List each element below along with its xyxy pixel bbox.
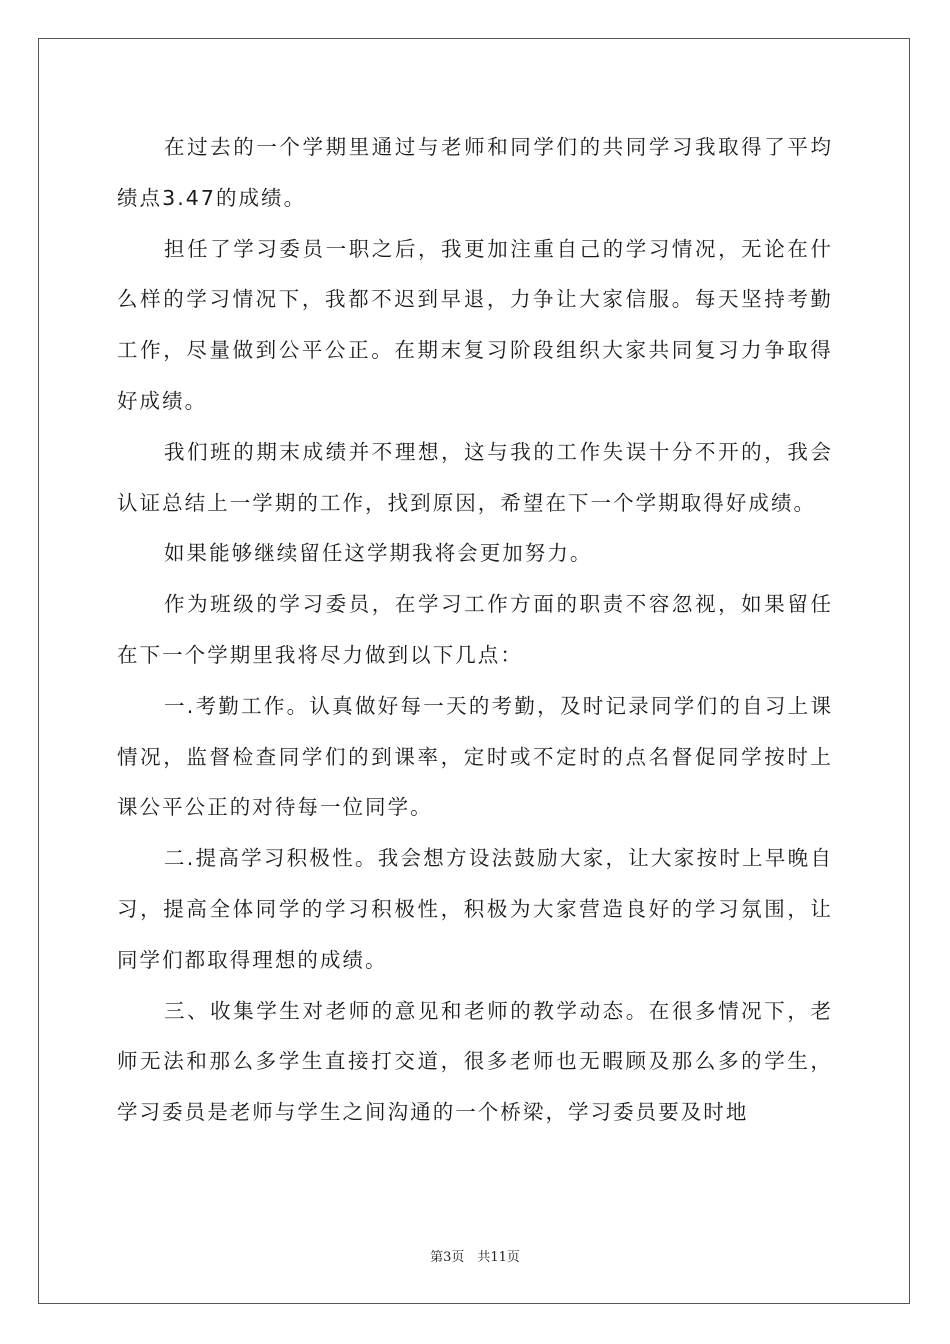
paragraph-point-attendance: 一.考勤工作。认真做好每一天的考勤，及时记录同学们的自习上课情况，监督检查同学们的到课率，定时或不定时的点名督促同学按时上课公平公正的对待每一位同学。 [117,693,833,820]
document-body [117,122,833,1138]
paragraph-point-feedback: 三、收集学生对老师的意见和老师的教学动态。在很多情况下，老师无法和那么多学生直接打交道，很多老师也无暇顾及那么多的学生，学习委员是老师与学生之间沟通的一个桥梁，学习委员要及时地 [117,998,833,1125]
paragraph-continue-commitment: 如果能够继续留任这学期我将会更加努力。 [164,541,593,566]
paragraph-duties-intro: 作为班级的学习委员，在学习工作方面的职责不容忽视，如果留任在下一个学期里我将尽力做到以下几点： [117,592,833,667]
paragraph-final-results: 我们班的期末成绩并不理想，这与我的工作失误十分不开的，我会认证总结上一学期的工作，找到原因，希望在下一个学期取得好成绩。 [117,439,833,515]
page-number-footer: 第3页 共11页 [430,1250,520,1265]
paragraph-committee-role: 担任了学习委员一职之后，我更加注重自己的学习情况，无论在什么样的学习情况下，我都不迟到早退，力争让大家信服。每天坚持考勤工作，尽量做到公平公正。在期末复习阶段组织大家共同复习力争取得好成绩。 [117,236,833,413]
paragraph-point-motivation: 二.提高学习积极性。我会想方设法鼓励大家，让大家按时上早晚自习，提高全体同学的学习积极性，积极为大家营造良好的学习氛围，让同学们都取得理想的成绩。 [117,846,833,972]
paragraph-gpa: 在过去的一个学期里通过与老师和同学们的共同学习我取得了平均绩点3.47的成绩。 [117,135,833,210]
